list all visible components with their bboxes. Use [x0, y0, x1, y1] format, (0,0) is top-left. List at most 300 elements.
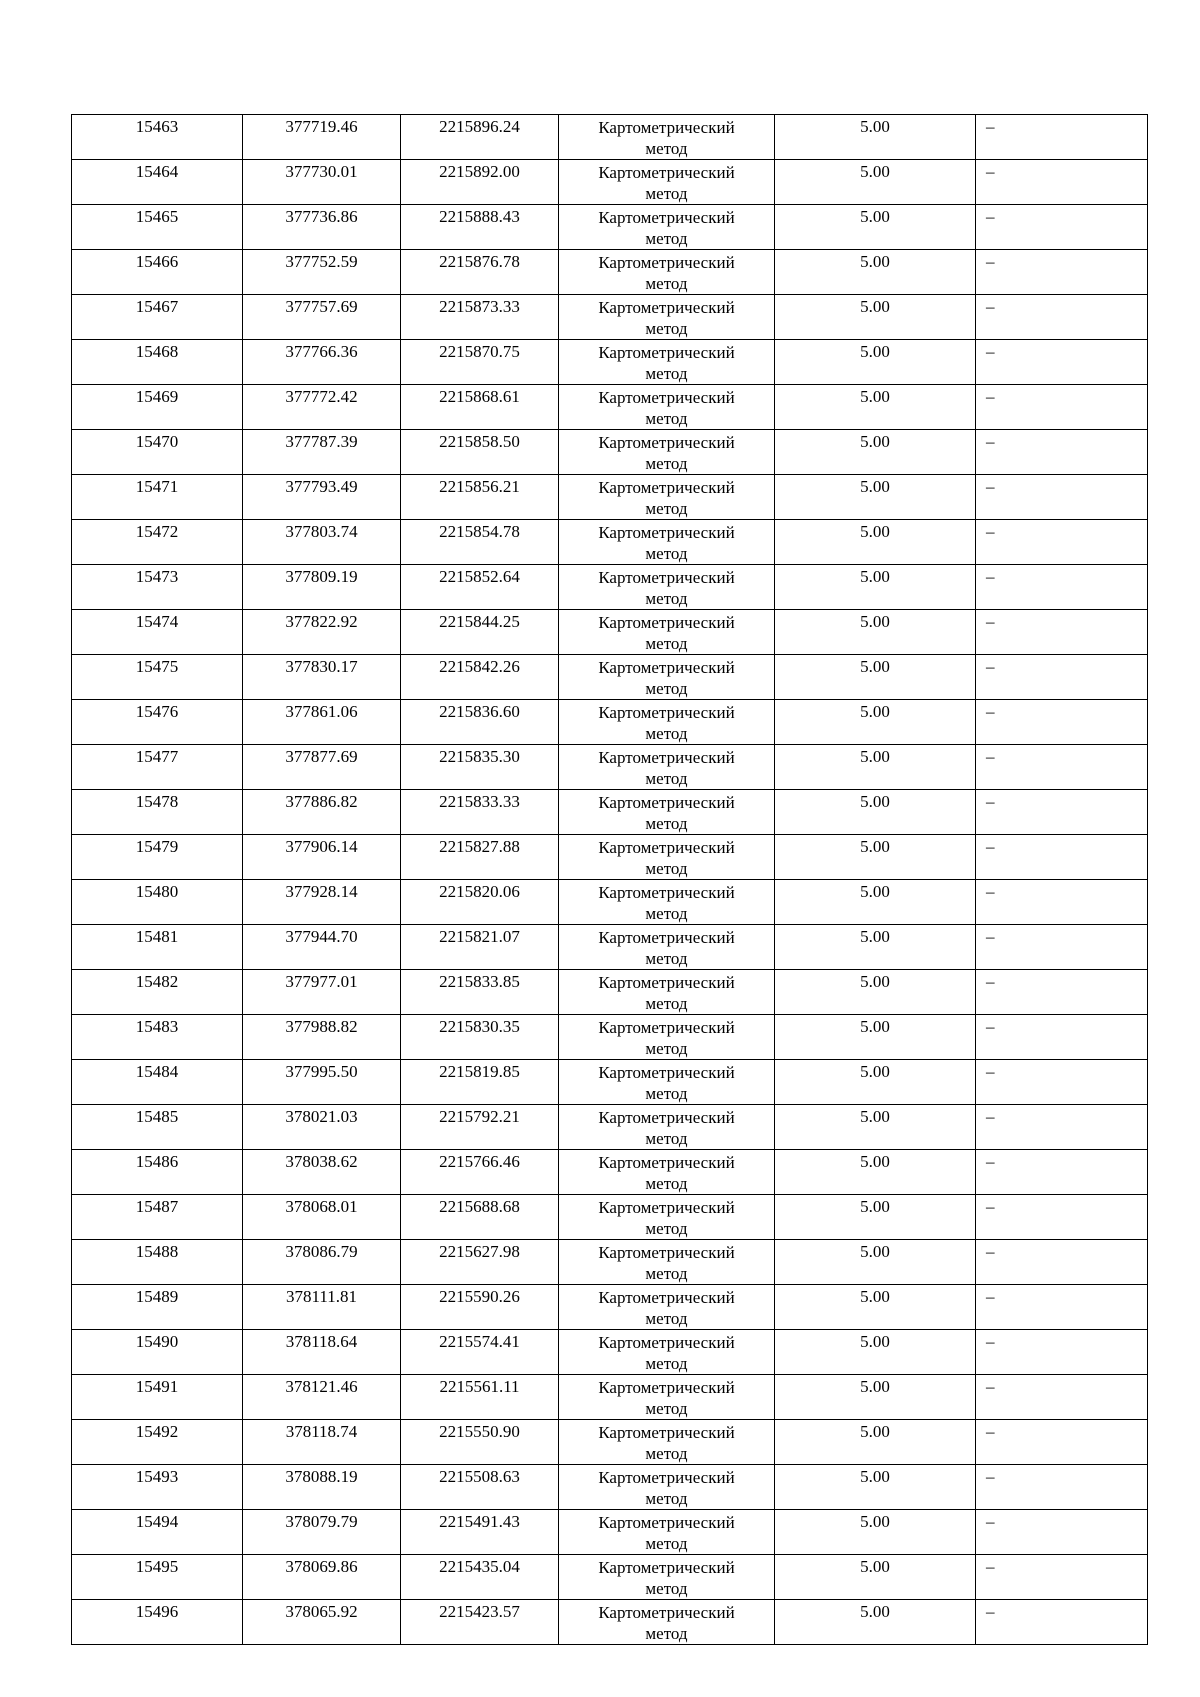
description-cell: –: [976, 520, 1148, 565]
accuracy-cell: 5.00: [775, 925, 976, 970]
table-row: [72, 1105, 1148, 1150]
point-number-cell: 15472: [72, 520, 243, 565]
accuracy-cell: 5.00: [775, 1105, 976, 1150]
y-coordinate-cell: 2215792.21: [401, 1105, 559, 1150]
table-row: [72, 340, 1148, 385]
method-cell: [559, 1150, 775, 1195]
description-cell: –: [976, 565, 1148, 610]
point-number-cell: 15484: [72, 1060, 243, 1105]
x-coordinate-cell: 377730.01: [243, 160, 401, 205]
method-line-1: Картометрический: [598, 838, 735, 857]
table-row: [72, 1330, 1148, 1375]
method-cell: [559, 1060, 775, 1105]
method-line-2: метод: [645, 274, 688, 293]
method-line-2: метод: [645, 1489, 688, 1508]
method-line-1: Картометрический: [598, 1243, 735, 1262]
point-number-cell: 15470: [72, 430, 243, 475]
table-row: [72, 520, 1148, 565]
method-line-1: Картометрический: [598, 613, 735, 632]
description-cell: –: [976, 1510, 1148, 1555]
point-number-cell: 15482: [72, 970, 243, 1015]
accuracy-cell: 5.00: [775, 1600, 976, 1645]
y-coordinate-cell: 2215836.60: [401, 700, 559, 745]
table-row: [72, 700, 1148, 745]
point-number-cell: 15487: [72, 1195, 243, 1240]
method-line-2: метод: [645, 1264, 688, 1283]
table-row: [72, 115, 1148, 160]
method-cell: [559, 1510, 775, 1555]
method-line-1: Картометрический: [598, 118, 735, 137]
point-number-cell: 15495: [72, 1555, 243, 1600]
method-line-2: метод: [645, 994, 688, 1013]
method-cell: [559, 1465, 775, 1510]
method-cell: [559, 1015, 775, 1060]
x-coordinate-cell: 377719.46: [243, 115, 401, 160]
description-cell: –: [976, 160, 1148, 205]
accuracy-cell: 5.00: [775, 385, 976, 430]
method-line-2: метод: [645, 499, 688, 518]
x-coordinate-cell: 377793.49: [243, 475, 401, 520]
point-number-cell: 15464: [72, 160, 243, 205]
method-line-2: метод: [645, 589, 688, 608]
method-cell: [559, 1420, 775, 1465]
method-line-1: Картометрический: [598, 928, 735, 947]
accuracy-cell: 5.00: [775, 340, 976, 385]
point-number-cell: 15493: [72, 1465, 243, 1510]
description-cell: –: [976, 295, 1148, 340]
y-coordinate-cell: 2215870.75: [401, 340, 559, 385]
point-number-cell: 15463: [72, 115, 243, 160]
method-line-2: метод: [645, 1129, 688, 1148]
method-line-2: метод: [645, 724, 688, 743]
method-cell: [559, 835, 775, 880]
method-line-1: Картометрический: [598, 343, 735, 362]
method-cell: [559, 745, 775, 790]
method-line-2: метод: [645, 679, 688, 698]
description-cell: –: [976, 925, 1148, 970]
description-cell: –: [976, 1375, 1148, 1420]
description-cell: –: [976, 115, 1148, 160]
point-number-cell: 15490: [72, 1330, 243, 1375]
table-row: [72, 1420, 1148, 1465]
table-row: [72, 745, 1148, 790]
table-row: [72, 205, 1148, 250]
accuracy-cell: 5.00: [775, 1555, 976, 1600]
y-coordinate-cell: 2215766.46: [401, 1150, 559, 1195]
point-number-cell: 15476: [72, 700, 243, 745]
point-number-cell: 15474: [72, 610, 243, 655]
description-cell: –: [976, 1465, 1148, 1510]
method-line-2: метод: [645, 1354, 688, 1373]
method-cell: [559, 250, 775, 295]
method-cell: [559, 970, 775, 1015]
point-number-cell: 15494: [72, 1510, 243, 1555]
y-coordinate-cell: 2215842.26: [401, 655, 559, 700]
description-cell: –: [976, 835, 1148, 880]
x-coordinate-cell: 377977.01: [243, 970, 401, 1015]
table-row: [72, 1285, 1148, 1330]
method-line-2: метод: [645, 544, 688, 563]
method-cell: [559, 1330, 775, 1375]
method-line-1: Картометрический: [598, 1468, 735, 1487]
table-row: [72, 880, 1148, 925]
accuracy-cell: 5.00: [775, 970, 976, 1015]
point-number-cell: 15466: [72, 250, 243, 295]
method-line-1: Картометрический: [598, 1558, 735, 1577]
point-number-cell: 15467: [72, 295, 243, 340]
y-coordinate-cell: 2215627.98: [401, 1240, 559, 1285]
x-coordinate-cell: 377803.74: [243, 520, 401, 565]
method-line-1: Картометрический: [598, 1603, 735, 1622]
method-line-2: метод: [645, 949, 688, 968]
x-coordinate-cell: 378088.19: [243, 1465, 401, 1510]
accuracy-cell: 5.00: [775, 1465, 976, 1510]
method-line-2: метод: [645, 1084, 688, 1103]
y-coordinate-cell: 2215835.30: [401, 745, 559, 790]
method-cell: [559, 610, 775, 655]
description-cell: –: [976, 1600, 1148, 1645]
table-row: [72, 475, 1148, 520]
accuracy-cell: 5.00: [775, 1375, 976, 1420]
y-coordinate-cell: 2215561.11: [401, 1375, 559, 1420]
description-cell: –: [976, 1105, 1148, 1150]
method-line-2: метод: [645, 814, 688, 833]
x-coordinate-cell: 377772.42: [243, 385, 401, 430]
method-line-1: Картометрический: [598, 883, 735, 902]
description-cell: –: [976, 430, 1148, 475]
method-line-1: Картометрический: [598, 1153, 735, 1172]
accuracy-cell: 5.00: [775, 1285, 976, 1330]
x-coordinate-cell: 377830.17: [243, 655, 401, 700]
method-line-1: Картометрический: [598, 1513, 735, 1532]
method-line-1: Картометрический: [598, 1198, 735, 1217]
table-row: [72, 250, 1148, 295]
x-coordinate-cell: 377809.19: [243, 565, 401, 610]
x-coordinate-cell: 378069.86: [243, 1555, 401, 1600]
table-row: [72, 1060, 1148, 1105]
x-coordinate-cell: 378121.46: [243, 1375, 401, 1420]
point-number-cell: 15478: [72, 790, 243, 835]
method-cell: [559, 1105, 775, 1150]
description-cell: –: [976, 790, 1148, 835]
x-coordinate-cell: 377861.06: [243, 700, 401, 745]
description-cell: –: [976, 970, 1148, 1015]
accuracy-cell: 5.00: [775, 1510, 976, 1555]
y-coordinate-cell: 2215856.21: [401, 475, 559, 520]
y-coordinate-cell: 2215892.00: [401, 160, 559, 205]
y-coordinate-cell: 2215888.43: [401, 205, 559, 250]
x-coordinate-cell: 378068.01: [243, 1195, 401, 1240]
accuracy-cell: 5.00: [775, 1195, 976, 1240]
method-cell: [559, 1600, 775, 1645]
description-cell: –: [976, 1240, 1148, 1285]
description-cell: –: [976, 880, 1148, 925]
accuracy-cell: 5.00: [775, 1240, 976, 1285]
x-coordinate-cell: 377736.86: [243, 205, 401, 250]
table-row: [72, 835, 1148, 880]
method-line-2: метод: [645, 1534, 688, 1553]
method-cell: [559, 1240, 775, 1285]
accuracy-cell: 5.00: [775, 295, 976, 340]
y-coordinate-cell: 2215435.04: [401, 1555, 559, 1600]
y-coordinate-cell: 2215876.78: [401, 250, 559, 295]
method-cell: [559, 340, 775, 385]
accuracy-cell: 5.00: [775, 1150, 976, 1195]
y-coordinate-cell: 2215833.33: [401, 790, 559, 835]
x-coordinate-cell: 377988.82: [243, 1015, 401, 1060]
y-coordinate-cell: 2215858.50: [401, 430, 559, 475]
x-coordinate-cell: 378086.79: [243, 1240, 401, 1285]
x-coordinate-cell: 377944.70: [243, 925, 401, 970]
method-cell: [559, 565, 775, 610]
table-row: [72, 655, 1148, 700]
method-cell: [559, 700, 775, 745]
table-row: [72, 610, 1148, 655]
point-number-cell: 15465: [72, 205, 243, 250]
accuracy-cell: 5.00: [775, 160, 976, 205]
accuracy-cell: 5.00: [775, 700, 976, 745]
method-line-1: Картометрический: [598, 298, 735, 317]
x-coordinate-cell: 378021.03: [243, 1105, 401, 1150]
method-line-1: Картометрический: [598, 703, 735, 722]
x-coordinate-cell: 377877.69: [243, 745, 401, 790]
point-number-cell: 15481: [72, 925, 243, 970]
table-row: [72, 430, 1148, 475]
method-line-2: метод: [645, 859, 688, 878]
point-number-cell: 15471: [72, 475, 243, 520]
accuracy-cell: 5.00: [775, 430, 976, 475]
accuracy-cell: 5.00: [775, 610, 976, 655]
accuracy-cell: 5.00: [775, 655, 976, 700]
method-cell: [559, 520, 775, 565]
table-body: [72, 115, 1148, 1645]
accuracy-cell: 5.00: [775, 115, 976, 160]
table-row: [72, 1555, 1148, 1600]
accuracy-cell: 5.00: [775, 745, 976, 790]
x-coordinate-cell: 377757.69: [243, 295, 401, 340]
point-number-cell: 15483: [72, 1015, 243, 1060]
table-row: [72, 160, 1148, 205]
accuracy-cell: 5.00: [775, 835, 976, 880]
method-line-2: метод: [645, 1579, 688, 1598]
description-cell: –: [976, 655, 1148, 700]
method-line-1: Картометрический: [598, 523, 735, 542]
method-cell: [559, 880, 775, 925]
x-coordinate-cell: 377906.14: [243, 835, 401, 880]
accuracy-cell: 5.00: [775, 1060, 976, 1105]
accuracy-cell: 5.00: [775, 565, 976, 610]
method-line-1: Картометрический: [598, 208, 735, 227]
method-line-2: метод: [645, 1309, 688, 1328]
x-coordinate-cell: 377766.36: [243, 340, 401, 385]
y-coordinate-cell: 2215868.61: [401, 385, 559, 430]
method-cell: [559, 160, 775, 205]
method-line-2: метод: [645, 904, 688, 923]
method-line-2: метод: [645, 1624, 688, 1643]
table-row: [72, 1015, 1148, 1060]
table-row: [72, 970, 1148, 1015]
x-coordinate-cell: 378038.62: [243, 1150, 401, 1195]
method-cell: [559, 430, 775, 475]
y-coordinate-cell: 2215550.90: [401, 1420, 559, 1465]
method-cell: [559, 475, 775, 520]
method-cell: [559, 925, 775, 970]
table-row: [72, 925, 1148, 970]
method-line-2: метод: [645, 139, 688, 158]
accuracy-cell: 5.00: [775, 880, 976, 925]
table-row: [72, 565, 1148, 610]
description-cell: –: [976, 205, 1148, 250]
x-coordinate-cell: 377928.14: [243, 880, 401, 925]
point-number-cell: 15468: [72, 340, 243, 385]
x-coordinate-cell: 378079.79: [243, 1510, 401, 1555]
method-line-1: Картометрический: [598, 478, 735, 497]
method-line-1: Картометрический: [598, 1378, 735, 1397]
table-row: [72, 1195, 1148, 1240]
method-cell: [559, 205, 775, 250]
y-coordinate-cell: 2215852.64: [401, 565, 559, 610]
point-number-cell: 15475: [72, 655, 243, 700]
description-cell: –: [976, 1015, 1148, 1060]
y-coordinate-cell: 2215508.63: [401, 1465, 559, 1510]
accuracy-cell: 5.00: [775, 475, 976, 520]
method-line-2: метод: [645, 1399, 688, 1418]
table-row: [72, 1465, 1148, 1510]
coordinates-table: [71, 114, 1148, 1645]
y-coordinate-cell: 2215491.43: [401, 1510, 559, 1555]
description-cell: –: [976, 610, 1148, 655]
method-line-2: метод: [645, 634, 688, 653]
method-cell: [559, 1375, 775, 1420]
method-cell: [559, 1195, 775, 1240]
y-coordinate-cell: 2215423.57: [401, 1600, 559, 1645]
point-number-cell: 15485: [72, 1105, 243, 1150]
y-coordinate-cell: 2215821.07: [401, 925, 559, 970]
description-cell: –: [976, 1060, 1148, 1105]
x-coordinate-cell: 377787.39: [243, 430, 401, 475]
y-coordinate-cell: 2215873.33: [401, 295, 559, 340]
method-cell: [559, 1285, 775, 1330]
method-line-2: метод: [645, 1039, 688, 1058]
y-coordinate-cell: 2215590.26: [401, 1285, 559, 1330]
method-line-1: Картометрический: [598, 163, 735, 182]
accuracy-cell: 5.00: [775, 205, 976, 250]
x-coordinate-cell: 378118.74: [243, 1420, 401, 1465]
description-cell: –: [976, 1330, 1148, 1375]
point-number-cell: 15491: [72, 1375, 243, 1420]
method-line-1: Картометрический: [598, 388, 735, 407]
method-cell: [559, 1555, 775, 1600]
method-line-1: Картометрический: [598, 1423, 735, 1442]
description-cell: –: [976, 340, 1148, 385]
accuracy-cell: 5.00: [775, 250, 976, 295]
accuracy-cell: 5.00: [775, 1015, 976, 1060]
table-row: [72, 1375, 1148, 1420]
table-row: [72, 1150, 1148, 1195]
method-line-1: Картометрический: [598, 1288, 735, 1307]
point-number-cell: 15469: [72, 385, 243, 430]
method-line-1: Картометрический: [598, 1018, 735, 1037]
table-row: [72, 1600, 1148, 1645]
method-line-1: Картометрический: [598, 253, 735, 272]
point-number-cell: 15489: [72, 1285, 243, 1330]
x-coordinate-cell: 377752.59: [243, 250, 401, 295]
method-cell: [559, 655, 775, 700]
point-number-cell: 15496: [72, 1600, 243, 1645]
method-cell: [559, 385, 775, 430]
table-row: [72, 1510, 1148, 1555]
x-coordinate-cell: 377995.50: [243, 1060, 401, 1105]
y-coordinate-cell: 2215820.06: [401, 880, 559, 925]
x-coordinate-cell: 377886.82: [243, 790, 401, 835]
accuracy-cell: 5.00: [775, 1420, 976, 1465]
accuracy-cell: 5.00: [775, 520, 976, 565]
method-line-1: Картометрический: [598, 1108, 735, 1127]
x-coordinate-cell: 378111.81: [243, 1285, 401, 1330]
method-line-1: Картометрический: [598, 973, 735, 992]
method-line-2: метод: [645, 769, 688, 788]
method-line-2: метод: [645, 409, 688, 428]
method-line-2: метод: [645, 1219, 688, 1238]
x-coordinate-cell: 377822.92: [243, 610, 401, 655]
point-number-cell: 15479: [72, 835, 243, 880]
y-coordinate-cell: 2215833.85: [401, 970, 559, 1015]
y-coordinate-cell: 2215688.68: [401, 1195, 559, 1240]
y-coordinate-cell: 2215819.85: [401, 1060, 559, 1105]
accuracy-cell: 5.00: [775, 1330, 976, 1375]
y-coordinate-cell: 2215827.88: [401, 835, 559, 880]
accuracy-cell: 5.00: [775, 790, 976, 835]
description-cell: –: [976, 1150, 1148, 1195]
point-number-cell: 15492: [72, 1420, 243, 1465]
method-line-1: Картометрический: [598, 1333, 735, 1352]
method-line-2: метод: [645, 1444, 688, 1463]
method-line-2: метод: [645, 184, 688, 203]
description-cell: –: [976, 700, 1148, 745]
y-coordinate-cell: 2215844.25: [401, 610, 559, 655]
y-coordinate-cell: 2215896.24: [401, 115, 559, 160]
table-row: [72, 1240, 1148, 1285]
method-line-2: метод: [645, 1174, 688, 1193]
method-cell: [559, 115, 775, 160]
method-line-1: Картометрический: [598, 568, 735, 587]
method-line-1: Картометрический: [598, 658, 735, 677]
description-cell: –: [976, 745, 1148, 790]
description-cell: –: [976, 1195, 1148, 1240]
method-cell: [559, 295, 775, 340]
method-line-2: метод: [645, 364, 688, 383]
description-cell: –: [976, 1555, 1148, 1600]
y-coordinate-cell: 2215830.35: [401, 1015, 559, 1060]
method-line-2: метод: [645, 319, 688, 338]
method-cell: [559, 790, 775, 835]
method-line-1: Картометрический: [598, 793, 735, 812]
point-number-cell: 15477: [72, 745, 243, 790]
point-number-cell: 15473: [72, 565, 243, 610]
method-line-2: метод: [645, 454, 688, 473]
table-row: [72, 295, 1148, 340]
point-number-cell: 15488: [72, 1240, 243, 1285]
description-cell: –: [976, 250, 1148, 295]
method-line-1: Картометрический: [598, 748, 735, 767]
table-row: [72, 385, 1148, 430]
description-cell: –: [976, 385, 1148, 430]
y-coordinate-cell: 2215574.41: [401, 1330, 559, 1375]
point-number-cell: 15480: [72, 880, 243, 925]
description-cell: –: [976, 1285, 1148, 1330]
method-line-1: Картометрический: [598, 433, 735, 452]
method-line-1: Картометрический: [598, 1063, 735, 1082]
